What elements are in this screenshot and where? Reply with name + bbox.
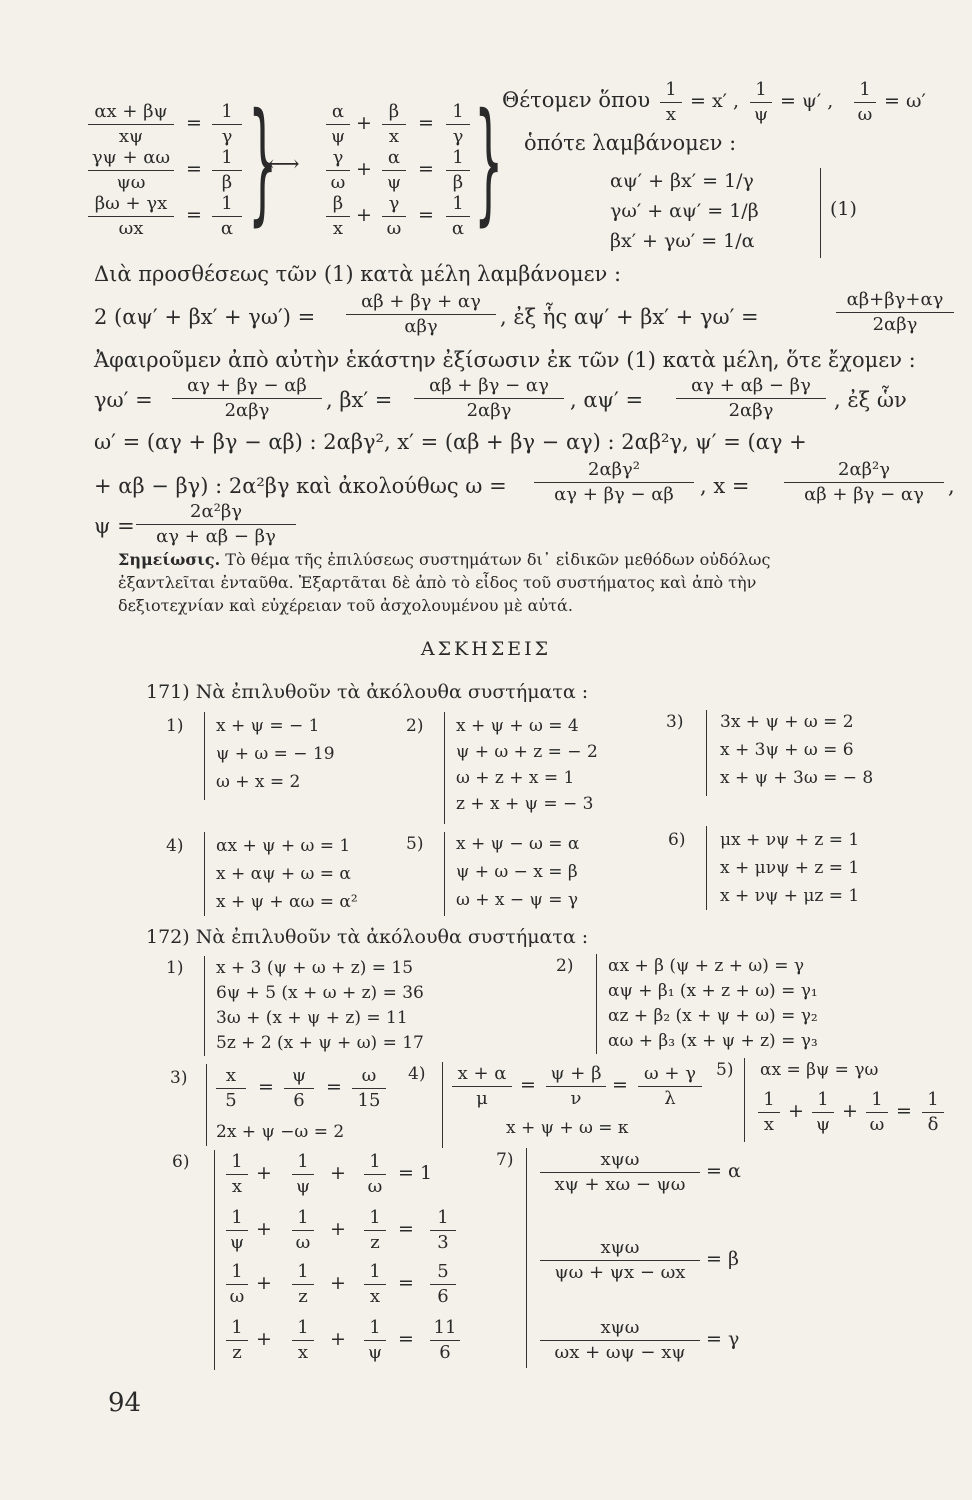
fraction: $\frac{\gamma\psi + \alpha\omega}{\psi\omega}$ (88, 146, 174, 195)
page-number: 94 (108, 1388, 142, 1418)
equation-line: αψ′ + βx′ = 1/γ (610, 170, 754, 192)
equation-line: βx′ + γω′ = 1/α (610, 230, 755, 252)
equation-part: , ἐξ ὧν (834, 388, 907, 412)
fraction: αβ + βγ − αγ 2αβγ (414, 374, 564, 423)
note-label: Σημείωσις. (118, 550, 221, 569)
substitution-text: Θέτομεν ὅπου (502, 88, 651, 112)
equivalence-arrow: ⟷ (268, 152, 300, 177)
fraction: $\frac{1}{x}$ (660, 78, 682, 127)
note-text: Τὸ θέμα τῆς ἐπιλύσεως συστημάτων δι᾽ εἰδικῶν μεθόδων οὐδόλως ἐξαντλεῖται ἐνταῦθα. Ἐξαρτᾶται δὲ ἀπὸ τὸ εἶδος τοῦ συστήματος καὶ ἀπὸ τὴν δεξιοτεχνίαν καὶ εὐχέρειαν τοῦ ἀσχολουμένου μὲ αὐτά. (118, 550, 771, 615)
fraction: $\frac{\alpha x + \beta\psi}{x\psi}$ (88, 100, 174, 149)
right-brace: } (474, 85, 504, 239)
section-heading: ΑΣΚΗΣΕΙΣ (420, 638, 552, 660)
fraction: 2αβγ² αγ + βγ − αβ (534, 458, 694, 507)
text-line: Διὰ προσθέσεως τῶν (1) κατὰ μέλη λαμβάνομεν : (94, 262, 622, 286)
vertical-rule (820, 168, 821, 258)
equation-part: = ψ′ , (780, 90, 834, 112)
exercise-title: 172) Νὰ ἐπιλυθοῦν τὰ ἀκόλουθα συστήματα : (146, 926, 589, 948)
fraction: $\frac{\text{2α²βγ}}{\alpha\gamma + \alpha\beta - \beta\gamma}$ (136, 500, 296, 549)
note-paragraph (118, 548, 848, 617)
fraction: $\frac{\beta\omega + \gamma x}{\omega x}$ (88, 192, 174, 241)
equals: = (186, 112, 202, 134)
equation-part: + αβ − βγ) : 2α²βγ καὶ ἀκολούθως ω = (94, 474, 507, 498)
equation-part: γω′ = (94, 388, 153, 412)
equation-line: γω′ + αψ′ = 1/β (610, 200, 759, 222)
fraction: αβ+βγ+αγ 2αβγ (836, 288, 954, 337)
fraction: $\frac{1}{\psi}$ (750, 78, 772, 127)
fraction: $\frac{1}{\omega}$ (854, 78, 876, 127)
fraction: αγ + βγ − αβ 2αβγ (172, 374, 322, 423)
equation-part: , x = (700, 474, 750, 498)
equation-part: , αψ′ = (570, 388, 644, 412)
fraction: $\frac{1}{\alpha}$ (212, 192, 242, 241)
equation-label: (1) (830, 198, 857, 220)
equation-part: , ἐξ ἧς αψ′ + βx′ + γω′ = (500, 305, 759, 329)
equation-part: 2 (αψ′ + βx′ + γω′) = (94, 305, 316, 329)
fraction: αβ + βγ + αγ αβγ (346, 290, 496, 339)
equation-part: ψ = (94, 514, 135, 538)
text-line: Ἀφαιροῦμεν ἀπὸ αὐτὴν ἑκάστην ἐξίσωσιν ἐκ τῶν (1) κατὰ μέλη, ὅτε ἔχομεν : (94, 348, 916, 372)
equation-part: = x′ , (690, 90, 740, 112)
text-line: ω′ = (αγ + βγ − αβ) : 2αβγ², x′ = (αβ + βγ − αγ) : 2αβ²γ, ψ′ = (αγ + (94, 430, 807, 454)
equation-part: , (948, 474, 955, 498)
equation-part: , βx′ = (326, 388, 393, 412)
fraction: $\frac{\text{2αβ²γ}}{\alpha\beta + \beta\gamma - \alpha\gamma}$ (784, 458, 944, 507)
opote-text: ὁπότε λαμβάνομεν : (524, 131, 737, 155)
equation-part: = ω′ (884, 90, 926, 112)
right-brace: } (248, 85, 278, 239)
equals: = (186, 204, 202, 226)
fraction: $\frac{1}{\beta}$ (212, 146, 242, 195)
fraction: $\frac{1}{\gamma}$ (212, 100, 242, 149)
fraction: αγ + αβ − βγ 2αβγ (676, 374, 826, 423)
equals: = (186, 158, 202, 180)
exercise-title: 171) Νὰ ἐπιλυθοῦν τὰ ἀκόλουθα συστήματα : (146, 681, 589, 703)
